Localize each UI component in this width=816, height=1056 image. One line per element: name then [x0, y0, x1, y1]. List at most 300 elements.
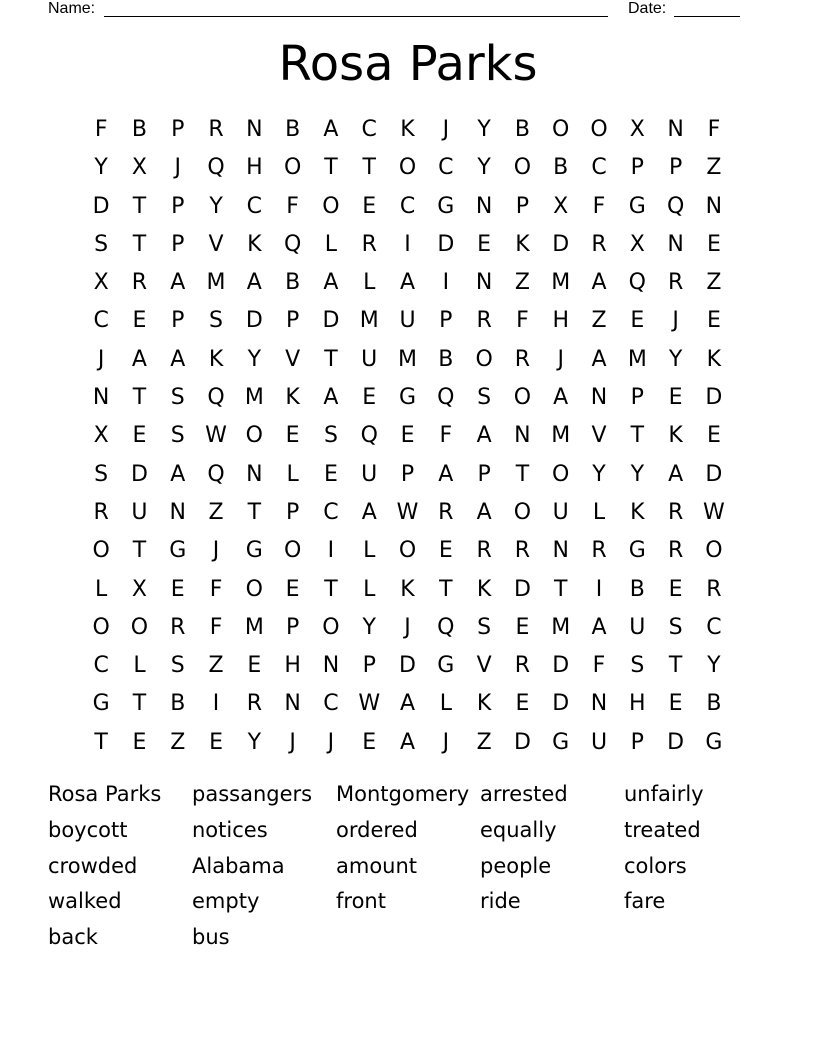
grid-cell: F [209, 614, 223, 640]
grid-cell: U [361, 346, 378, 372]
grid-cell: J [404, 614, 411, 640]
grid-cell: B [629, 576, 645, 602]
grid-cell: S [668, 614, 683, 640]
grid-cell: J [289, 729, 296, 755]
grid-cell: F [516, 308, 529, 334]
grid-cell: K [668, 423, 683, 449]
grid-cell: E [132, 729, 147, 755]
grid-cell: S [170, 423, 185, 449]
grid-cell: W [396, 499, 419, 525]
grid-cell: Z [591, 308, 607, 334]
grid-cell: E [362, 193, 377, 219]
grid-cell: L [363, 576, 376, 602]
grid-cell: D [552, 231, 570, 257]
grid-cell: T [630, 423, 645, 449]
grid-cell: E [706, 423, 721, 449]
grid-cell: Q [207, 155, 225, 181]
grid-cell: E [323, 461, 338, 487]
grid-cell: D [130, 461, 148, 487]
word-list-item: treated [624, 817, 701, 842]
header [48, 0, 748, 20]
grid-cell: H [284, 653, 301, 679]
grid-cell: N [322, 653, 340, 679]
grid-cell: P [477, 461, 491, 487]
grid-cell: A [170, 461, 186, 487]
grid-cell: L [95, 576, 108, 602]
grid-cell: Y [94, 155, 108, 181]
grid-cell: K [247, 231, 262, 257]
grid-cell: E [285, 423, 300, 449]
grid-cell: V [208, 231, 224, 257]
grid-cell: S [630, 653, 645, 679]
grid-cell: P [630, 155, 644, 181]
grid-cell: D [399, 653, 416, 679]
grid-cell: M [206, 270, 226, 296]
grid-cell: D [92, 193, 110, 219]
grid-cell: A [399, 729, 416, 755]
word-list-item: notices [192, 817, 268, 842]
grid-cell: D [705, 461, 723, 487]
page-title: Rosa Parks [278, 36, 538, 92]
grid-cell: O [513, 155, 532, 181]
grid-cell: S [477, 385, 492, 411]
grid-cell: E [400, 423, 415, 449]
grid-cell: U [361, 461, 378, 487]
grid-cell: Q [283, 231, 302, 257]
grid-cell: A [476, 423, 492, 449]
grid-cell: R [438, 499, 454, 525]
name-label: Name: [48, 0, 96, 17]
grid-cell: T [439, 576, 453, 602]
grid-cell: N [246, 117, 263, 142]
grid-cell: U [629, 614, 646, 640]
grid-cell: R [131, 270, 148, 296]
grid-cell: Q [207, 385, 225, 411]
grid-cell: A [323, 270, 339, 296]
date-label: Date: [628, 0, 667, 17]
grid-cell: R [706, 576, 722, 602]
grid-cell: Q [666, 193, 685, 219]
grid-cell: E [706, 308, 721, 334]
grid-cell: N [552, 538, 569, 564]
grid-cell: R [667, 538, 684, 564]
grid-cell: O [92, 614, 110, 640]
grid-cell: E [285, 576, 300, 602]
grid-cell: P [171, 193, 185, 219]
grid-cell: K [706, 346, 722, 372]
grid-cell: T [668, 653, 683, 679]
grid-cell: U [590, 729, 608, 755]
grid-cell: P [171, 231, 185, 257]
grid-cell: R [246, 691, 262, 717]
grid-cell: E [630, 308, 645, 334]
grid-cell: B [438, 346, 454, 372]
word-list-item: Rosa Parks [48, 782, 162, 806]
grid-cell: F [592, 653, 606, 679]
grid-cell: C [361, 117, 377, 142]
grid-cell: E [438, 538, 453, 564]
grid-cell: L [592, 499, 606, 525]
grid-cell: L [363, 270, 376, 296]
grid-cell: A [438, 461, 454, 487]
grid-cell: B [170, 691, 186, 717]
grid-cell: E [668, 385, 683, 411]
grid-cell: C [323, 691, 339, 717]
grid-cell: F [94, 117, 108, 142]
grid-cell: S [477, 614, 492, 640]
grid-cell: E [132, 308, 147, 334]
grid-cell: K [285, 385, 300, 411]
word-list-item: front [336, 889, 386, 914]
grid-cell: I [327, 538, 335, 564]
grid-cell: P [630, 729, 644, 755]
date-blank-line[interactable] [674, 16, 740, 17]
grid-cell: Q [437, 614, 455, 640]
grid-cell: N [284, 691, 301, 717]
grid-cell: Y [592, 461, 606, 487]
grid-cell: Z [170, 729, 186, 755]
grid-cell: T [515, 461, 530, 487]
grid-cell: K [630, 499, 645, 525]
grid-cell: P [285, 614, 300, 640]
word-list-item: passangers [192, 782, 313, 806]
grid-cell: F [707, 117, 721, 142]
grid-cell: I [595, 576, 603, 602]
word-list-item: Montgomery [336, 782, 470, 806]
grid-cell: Y [362, 614, 376, 640]
grid-cell: T [247, 499, 262, 525]
grid-cell: A [591, 346, 607, 372]
grid-cell: G [552, 729, 570, 755]
grid-cell: G [437, 653, 455, 679]
word-list-item: fare [624, 889, 666, 914]
grid-cell: K [515, 231, 530, 257]
grid-cell: P [171, 117, 185, 142]
grid-cell: G [705, 729, 723, 755]
grid-cell: Y [477, 117, 491, 142]
grid-cell: P [439, 308, 453, 334]
grid-cell: I [212, 691, 220, 717]
grid-cell: W [205, 423, 227, 449]
grid-cell: X [93, 423, 109, 449]
grid-cell: G [92, 691, 110, 717]
grid-cell: Q [437, 385, 455, 411]
grid-cell: A [668, 461, 684, 487]
grid-cell: T [324, 576, 338, 602]
grid-cell: S [94, 231, 109, 257]
grid-cell: N [92, 385, 110, 411]
grid-cell: Y [247, 729, 262, 755]
grid-cell: A [361, 499, 377, 525]
grid-cell: U [552, 499, 569, 525]
grid-cell: R [514, 538, 531, 564]
grid-cell: P [668, 155, 683, 181]
grid-cell: O [322, 193, 340, 219]
grid-cell: Z [476, 729, 492, 755]
word-list-item: arrested [480, 782, 568, 806]
grid-cell: L [324, 231, 338, 257]
letter-grid [82, 111, 734, 762]
grid-cell: E [668, 576, 683, 602]
grid-cell: R [591, 538, 607, 564]
grid-cell: A [476, 499, 492, 525]
grid-cell: N [475, 270, 493, 296]
grid-cell: R [476, 538, 492, 564]
grid-cell: O [552, 117, 570, 142]
grid-cell: L [439, 691, 452, 717]
grid-cell: K [400, 117, 415, 142]
grid-cell: C [93, 308, 109, 334]
grid-cell: I [442, 270, 450, 296]
grid-cell: P [171, 308, 185, 334]
grid-cell: O [590, 117, 608, 142]
grid-cell: E [515, 614, 530, 640]
grid-cell: O [398, 155, 417, 181]
grid-cell: Y [477, 155, 491, 181]
grid-cell: O [705, 538, 723, 564]
grid-cell: U [131, 499, 148, 525]
grid-cell: M [359, 308, 379, 334]
grid-cell: A [246, 270, 262, 296]
grid-cell: C [93, 653, 109, 679]
grid-cell: K [476, 691, 492, 717]
grid-cell: A [323, 117, 339, 142]
grid-cell: N [590, 691, 608, 717]
grid-cell: D [245, 308, 263, 334]
grid-cell: T [132, 193, 147, 219]
grid-cell: C [323, 499, 339, 525]
grid-cell: S [323, 423, 338, 449]
grid-cell: C [706, 614, 722, 640]
grid-cell: R [208, 117, 224, 142]
grid-cell: T [324, 155, 338, 181]
grid-cell: B [706, 691, 722, 717]
word-list-item: equally [480, 817, 557, 842]
grid-cell: R [514, 346, 531, 372]
grid-cell: F [286, 193, 299, 219]
grid-cell: M [551, 423, 571, 449]
grid-cell: R [591, 231, 607, 257]
grid-cell: E [362, 385, 377, 411]
word-list-item: Alabama [192, 853, 285, 878]
word-list-item: empty [192, 889, 260, 914]
grid-cell: N [667, 117, 684, 142]
grid-cell: F [209, 576, 223, 602]
grid-cell: O [245, 423, 263, 449]
grid-cell: N [590, 385, 608, 411]
grid-cell: S [170, 653, 185, 679]
grid-cell: N [169, 499, 186, 525]
grid-cell: S [170, 385, 185, 411]
grid-cell: G [245, 538, 263, 564]
grid-cell: O [513, 385, 532, 411]
grid-cell: Z [208, 499, 224, 525]
grid-cell: J [212, 538, 220, 564]
grid-cell: Y [247, 346, 262, 372]
grid-cell: P [515, 193, 530, 219]
grid-cell: X [131, 155, 147, 181]
grid-cell: T [132, 385, 147, 411]
grid-cell: O [245, 576, 263, 602]
grid-cell: P [285, 308, 300, 334]
grid-cell: O [92, 538, 110, 564]
grid-cell: F [439, 423, 453, 449]
grid-cell: B [285, 117, 301, 142]
grid-cell: C [399, 193, 416, 219]
grid-cell: O [475, 346, 493, 372]
grid-cell: C [438, 155, 454, 181]
grid-cell: D [667, 729, 685, 755]
word-list-item: amount [336, 853, 418, 878]
grid-cell: P [630, 385, 644, 411]
grid-cell: L [286, 461, 299, 487]
grid-cell: M [244, 614, 264, 640]
grid-cell: D [437, 231, 455, 257]
grid-cell: A [591, 614, 607, 640]
grid-cell: D [322, 308, 340, 334]
grid-cell: O [130, 614, 149, 640]
grid-cell: C [246, 193, 263, 219]
grid-cell: R [361, 231, 377, 257]
grid-cell: M [627, 346, 647, 372]
grid-cell: S [209, 308, 224, 334]
grid-cell: T [132, 231, 147, 257]
grid-cell: T [324, 346, 338, 372]
grid-cell: R [667, 270, 684, 296]
word-list [48, 777, 768, 956]
word-list-item: people [480, 853, 552, 878]
grid-cell: S [94, 461, 109, 487]
grid-cell: X [629, 231, 645, 257]
grid-cell: Z [706, 270, 722, 296]
grid-cell: P [285, 499, 300, 525]
grid-cell: F [592, 193, 606, 219]
grid-cell: N [514, 423, 531, 449]
grid-cell: E [209, 729, 223, 755]
grid-cell: N [246, 461, 263, 487]
grid-cell: N [475, 193, 493, 219]
grid-cell: R [514, 653, 531, 679]
grid-cell: R [476, 308, 492, 334]
grid-cell: Y [668, 346, 683, 372]
grid-cell: O [513, 499, 532, 525]
grid-cell: M [551, 614, 571, 640]
grid-cell: O [552, 461, 570, 487]
grid-cell: X [553, 193, 569, 219]
grid-cell: A [553, 385, 569, 411]
grid-cell: M [551, 270, 571, 296]
grid-cell: N [667, 231, 684, 257]
grid-cell: X [131, 576, 147, 602]
grid-cell: K [476, 576, 492, 602]
grid-cell: C [591, 155, 607, 181]
grid-cell: U [399, 308, 416, 334]
grid-cell: B [514, 117, 530, 142]
name-blank-line[interactable] [104, 16, 608, 17]
grid-cell: I [404, 231, 411, 257]
grid-cell: Y [209, 193, 223, 219]
word-list-item: ride [480, 889, 521, 914]
grid-cell: H [246, 155, 263, 181]
grid-cell: M [398, 346, 418, 372]
grid-cell: T [132, 538, 147, 564]
grid-cell: M [244, 385, 264, 411]
word-list-item: walked [48, 889, 122, 914]
grid-cell: B [553, 155, 569, 181]
grid-cell: V [591, 423, 607, 449]
grid-cell: J [672, 308, 679, 334]
grid-cell: Z [208, 653, 224, 679]
word-list-item: unfairly [624, 782, 704, 806]
grid-cell: Y [630, 461, 645, 487]
grid-cell: G [628, 193, 646, 219]
grid-cell: W [358, 691, 381, 717]
grid-cell: G [398, 385, 417, 411]
grid-cell: V [285, 346, 301, 372]
grid-cell: K [400, 576, 415, 602]
grid-cell: X [629, 117, 645, 142]
grid-cell: J [174, 155, 181, 181]
grid-cell: W [703, 499, 725, 525]
grid-cell: A [170, 346, 186, 372]
grid-cell: E [668, 691, 683, 717]
grid-cell: G [628, 538, 646, 564]
grid-cell: O [398, 538, 417, 564]
grid-cell: A [399, 691, 416, 717]
grid-cell: H [629, 691, 646, 717]
grid-cell: J [557, 346, 564, 372]
grid-cell: Y [707, 653, 721, 679]
word-list-item: back [48, 925, 98, 949]
grid-cell: E [706, 231, 721, 257]
word-list-item: crowded [48, 853, 138, 878]
grid-cell: Z [706, 155, 722, 181]
grid-cell: J [97, 346, 105, 372]
grid-cell: A [399, 270, 416, 296]
grid-cell: P [400, 461, 415, 487]
grid-cell: G [169, 538, 187, 564]
grid-cell: X [93, 270, 109, 296]
grid-cell: B [285, 270, 301, 296]
grid-cell: E [477, 231, 492, 257]
grid-cell: J [442, 117, 450, 142]
grid-cell: Z [514, 270, 530, 296]
grid-cell: E [170, 576, 185, 602]
grid-cell: D [513, 729, 531, 755]
grid-cell: D [513, 576, 531, 602]
grid-cell: E [132, 423, 147, 449]
grid-cell: O [283, 155, 302, 181]
grid-cell: A [591, 270, 607, 296]
grid-cell: N [705, 193, 723, 219]
grid-cell: T [132, 691, 147, 717]
grid-cell: K [208, 346, 224, 372]
grid-cell: T [94, 729, 108, 755]
grid-cell: D [552, 691, 570, 717]
word-list-item: boycott [48, 817, 128, 842]
grid-cell: L [363, 538, 376, 564]
grid-cell: O [283, 538, 302, 564]
grid-cell: G [437, 193, 455, 219]
grid-cell: E [515, 691, 530, 717]
grid-cell: Q [207, 461, 225, 487]
grid-cell: O [322, 614, 340, 640]
grid-cell: P [362, 653, 376, 679]
grid-cell: R [170, 614, 186, 640]
grid-cell: T [362, 155, 376, 181]
grid-cell: T [553, 576, 568, 602]
grid-cell: D [705, 385, 723, 411]
